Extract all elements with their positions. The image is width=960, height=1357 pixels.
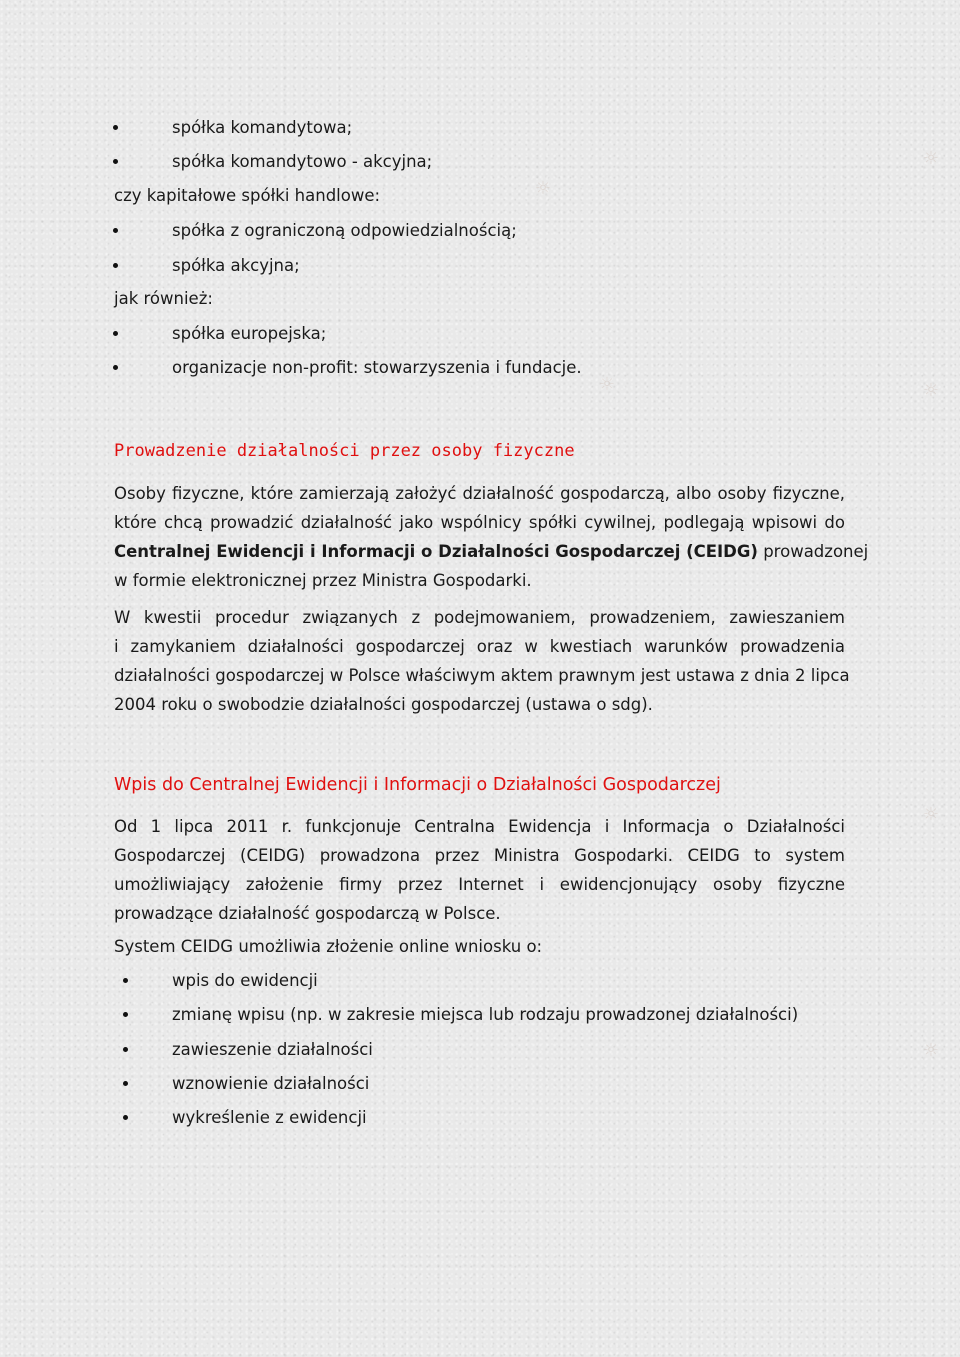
list-item-text: wykreślenie z ewidencji [172, 1108, 367, 1127]
bullet-icon [113, 228, 118, 233]
watermark-mark: ☼ [534, 178, 552, 199]
bullet-icon [123, 1081, 128, 1086]
bullet-icon [123, 1115, 128, 1120]
list-item [0, 358, 960, 380]
paragraph-ceidg-description [114, 812, 845, 928]
list-item [0, 971, 960, 993]
paragraph-individuals-ceidg [114, 479, 869, 595]
list-item-text: wznowienie działalności [172, 1074, 370, 1093]
bullet-icon [113, 125, 118, 130]
paragraph-line: 2004 roku o swobodzie działalności gospodarczej (ustawa o sdg). [114, 695, 653, 714]
list-item [0, 324, 960, 346]
paragraph-legal-act [114, 603, 850, 719]
list-item [0, 1108, 960, 1130]
list-item [0, 152, 960, 174]
list-item-text: spółka komandytowo - akcyjna; [172, 152, 433, 171]
bullet-icon [113, 365, 118, 370]
bullet-icon [113, 159, 118, 164]
list-intro-capital: czy kapitałowe spółki handlowe: [114, 186, 381, 205]
list-item-text: spółka europejska; [172, 324, 327, 343]
list-item-text: spółka komandytowa; [172, 118, 353, 137]
list-item-text: zawieszenie działalności [172, 1040, 373, 1059]
list-item [0, 118, 960, 140]
paragraph-fragment: prowadzonej [757, 542, 869, 561]
paragraph-line: umożliwiający założenie firmy przez Internet i ewidencjonujący osoby fizyczne [114, 875, 845, 894]
paragraph-line: i zamykaniem działalności gospodarczej oraz w kwestiach warunków prowadzenia [114, 637, 845, 656]
watermark-mark: ☼ [598, 374, 616, 395]
section-heading-ceidg-entry: Wpis do Centralnej Ewidencji i Informacji o Działalności Gospodarczej [114, 775, 721, 795]
ceidg-list-intro: System CEIDG umożliwia złożenie online wniosku o: [114, 937, 543, 956]
watermark-mark: ☼ [922, 380, 940, 401]
list-item-text: organizacje non-profit: stowarzyszenia i fundacje. [172, 358, 582, 377]
bullet-icon [113, 263, 118, 268]
paragraph-line: prowadzące działalność gospodarczą w Polsce. [114, 904, 501, 923]
paragraph-line: działalności gospodarczej w Polsce właściwym aktem prawnym jest ustawa z dnia 2 lipca [114, 666, 850, 685]
list-item [0, 256, 960, 278]
paragraph-line: Od 1 lipca 2011 r. funkcjonuje Centralna Ewidencja i Informacja o Działalności [114, 817, 845, 836]
bullet-icon [123, 978, 128, 983]
watermark-mark: ☼ [922, 804, 940, 825]
watermark-mark: ☼ [922, 148, 940, 169]
paragraph-line: które chcą prowadzić działalność jako wspólnicy spółki cywilnej, podlegają wpisowi do [114, 513, 845, 532]
list-item-text: wpis do ewidencji [172, 971, 318, 990]
list-item-text: zmianę wpisu (np. w zakresie miejsca lub rodzaju prowadzonej działalności) [172, 1005, 799, 1024]
watermark-mark: ☼ [922, 1040, 940, 1061]
list-item [0, 1005, 960, 1027]
paragraph-line: Osoby fizyczne, które zamierzają założyć działalność gospodarczą, albo osoby fizyczne, [114, 484, 845, 503]
ceidg-bold-name: Centralnej Ewidencji i Informacji o Działalności Gospodarczej (CEIDG) [114, 542, 758, 561]
list-item-text: spółka z ograniczoną odpowiedzialnością; [172, 221, 517, 240]
list-item [0, 1040, 960, 1062]
list-item [0, 221, 960, 243]
paragraph-line: W kwestii procedur związanych z podejmowaniem, prowadzeniem, zawieszaniem [114, 608, 845, 627]
bullet-icon [113, 331, 118, 336]
bullet-icon [123, 1047, 128, 1052]
paragraph-line [114, 537, 869, 566]
paragraph-line: w formie elektronicznej przez Ministra Gospodarki. [114, 571, 532, 590]
bullet-icon [123, 1012, 128, 1017]
section-heading-individuals: Prowadzenie działalności przez osoby fizyczne [114, 441, 575, 461]
list-item [0, 1074, 960, 1096]
paragraph-line: Gospodarczej (CEIDG) prowadzona przez Ministra Gospodarki. CEIDG to system [114, 846, 845, 865]
list-intro-also: jak również: [114, 289, 213, 308]
list-item-text: spółka akcyjna; [172, 256, 300, 275]
